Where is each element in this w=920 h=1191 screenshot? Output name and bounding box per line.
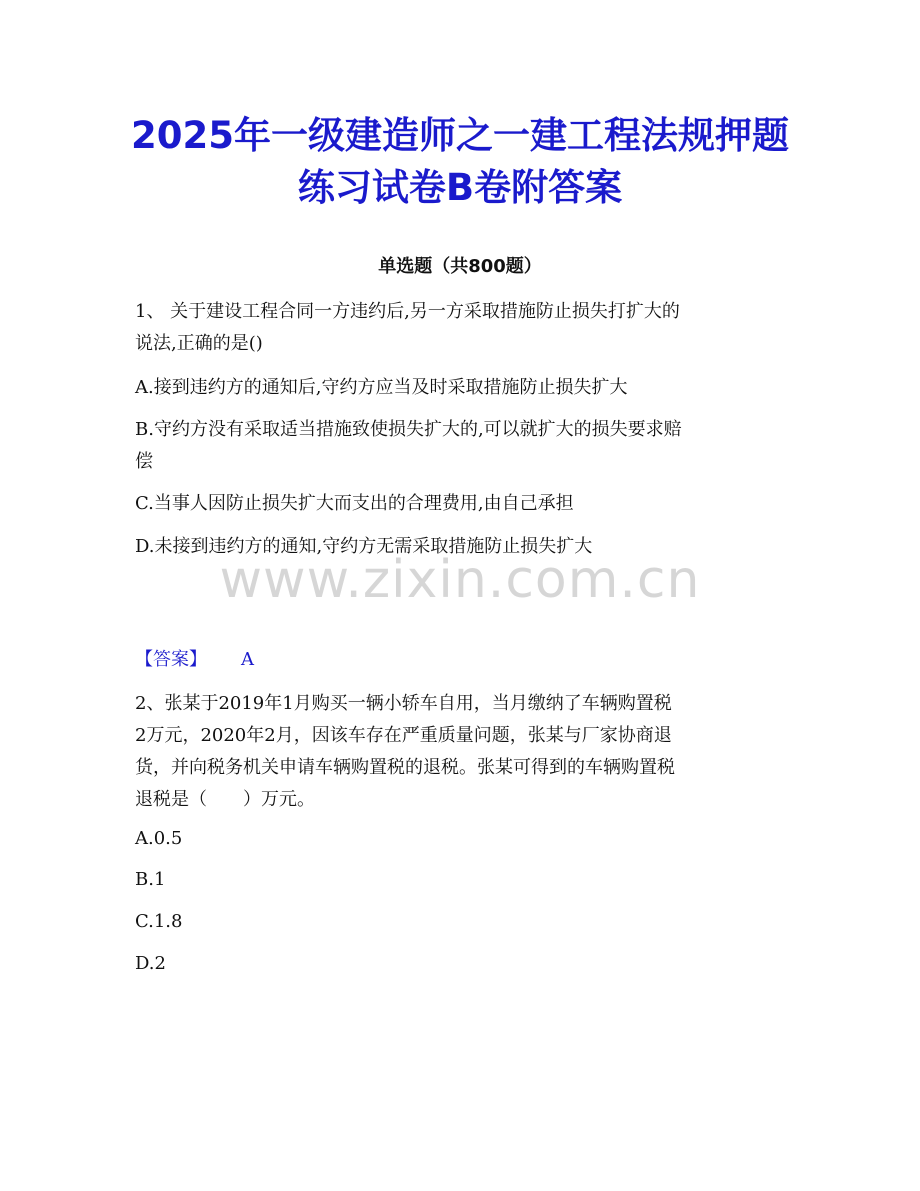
question-2-stem-line-2: 2万元，2020年2月，因该车存在严重质量问题，张某与厂家协商退: [135, 725, 672, 746]
question-2-stem-line-4: 退税是（ ）万元。: [135, 789, 315, 810]
document-title-line-2: 练习试卷B卷附答案: [297, 166, 623, 209]
question-1-stem-line-2: 说法,正确的是(): [135, 333, 263, 354]
question-2-stem-line-3: 货，并向税务机关申请车辆购置税的退税。张某可得到的车辆购置税: [135, 757, 675, 778]
question-2-option-c: C.1.8: [135, 911, 183, 932]
document-title-line-1: 2025年一级建造师之一建工程法规押题: [131, 114, 789, 157]
question-2-option-a: A.0.5: [135, 828, 183, 849]
question-2-option-d: D.2: [135, 953, 166, 974]
question-2-option-b: B.1: [135, 869, 166, 890]
answer-tag: 【答案】: [135, 649, 207, 670]
watermark: www.zixin.com.cn: [219, 550, 701, 610]
question-1-option-b-line-1: B.守约方没有采取适当措施致使损失扩大的,可以就扩大的损失要求赔: [135, 419, 682, 440]
question-1-option-d: D.未接到违约方的通知,守约方无需采取措施防止损失扩大: [135, 536, 593, 557]
question-1-stem-line-1: 1、 关于建设工程合同一方违约后,另一方采取措施防止损失打扩大的: [135, 301, 680, 322]
answer-1: [135, 644, 254, 676]
question-1-option-a: A.接到违约方的通知后,守约方应当及时采取措施防止损失扩大: [135, 377, 628, 398]
question-1-option-c: C.当事人因防止损失扩大而支出的合理费用,由自己承担: [135, 493, 574, 514]
question-1-option-b-line-2: 偿: [135, 451, 153, 472]
section-heading: 单选题（共800题）: [378, 256, 542, 277]
answer-value: A: [241, 649, 254, 670]
question-2-stem-line-1: 2、张某于2019年1月购买一辆小轿车自用，当月缴纳了车辆购置税: [135, 693, 672, 714]
